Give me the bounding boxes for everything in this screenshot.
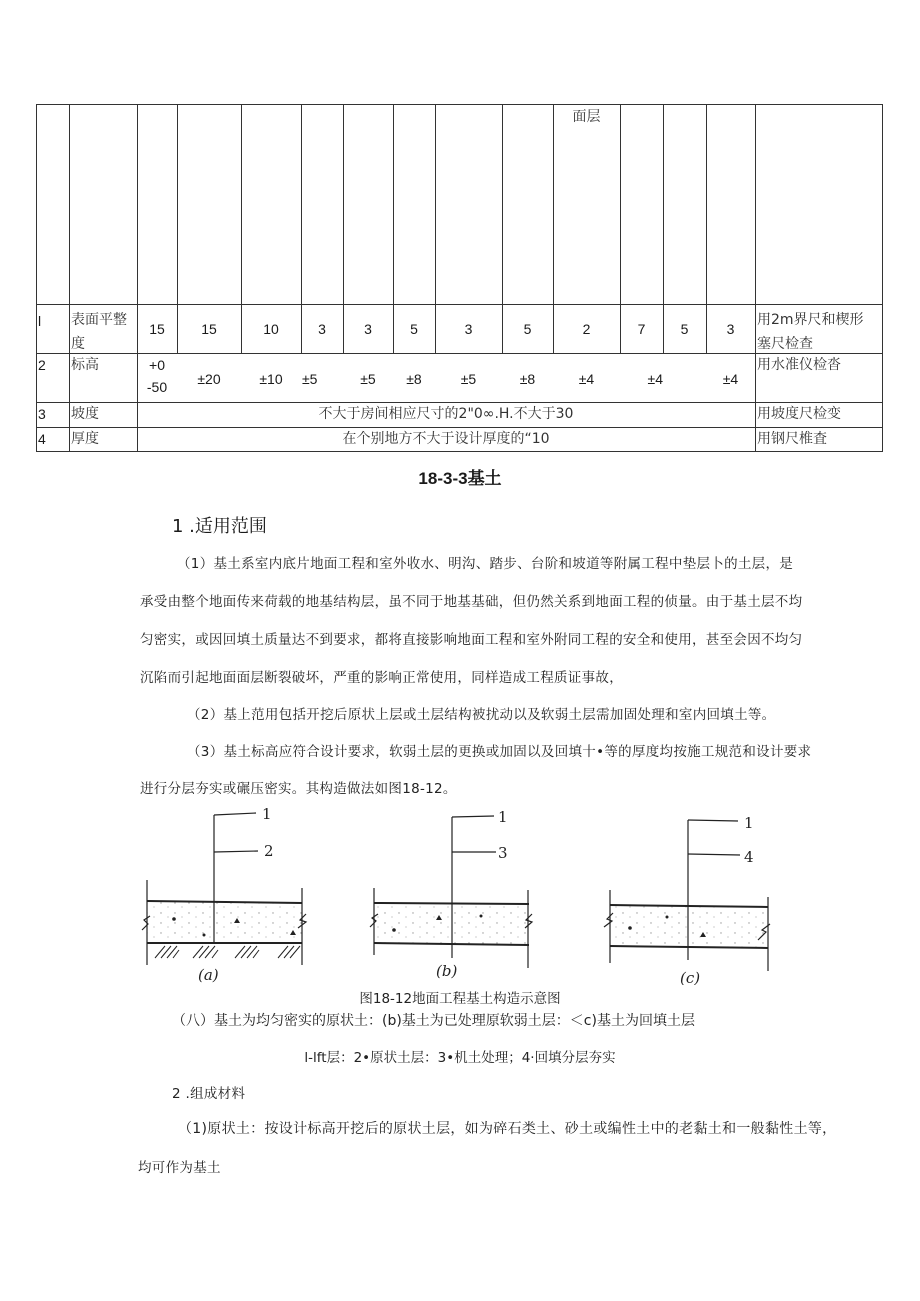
row-method: 用水准仪检沓 (757, 357, 841, 373)
foundation-soil-figure (130, 800, 790, 985)
paragraph-line: （2）基上范用包括开挖后原状上层或土层结构被扰动以及软弱土层需加固处理和室内回填土等。 (187, 707, 776, 723)
row-index: 4 (38, 431, 46, 447)
panel-label: (a) (198, 966, 219, 984)
table-cell: ±5 (302, 371, 318, 387)
merged-value-cell: 不大于房间相应尺寸的2"0∞.H.不大于30 (318, 406, 574, 422)
callout-label: 4 (744, 848, 754, 866)
table-gridline (755, 104, 756, 452)
table-cell: 2 (582, 321, 591, 337)
table-cell: ±8 (406, 371, 422, 387)
table-cell-line: -50 (146, 379, 168, 395)
table-cell: ±4 (578, 371, 595, 387)
merged-value-cell: 在个别地方不大于设计厚度的“10 (342, 431, 550, 447)
row-method-line: 用2m界尺和楔形 (757, 312, 864, 328)
row-item-line: 度 (71, 336, 85, 352)
figure-panel-a (142, 813, 306, 965)
table-cell: ±20 (197, 371, 221, 387)
table-cell: 10 (263, 321, 279, 337)
figure-caption-subtitle: （八）基土为均匀密实的原状土：(b)基土为已处理原软弱土层：＜c)基土为回填土层 (172, 1013, 695, 1029)
table-cell: 7 (637, 321, 646, 337)
callout-label: 2 (264, 842, 274, 860)
table-gridline (177, 104, 178, 353)
table-gridline (241, 104, 242, 353)
row-item: 厚度 (71, 431, 99, 447)
table-gridline (343, 104, 344, 353)
tolerance-table (36, 104, 883, 452)
table-cell-split (137, 354, 177, 398)
panel-label: (b) (436, 962, 458, 980)
table-gridline (663, 104, 664, 353)
table-gridline (137, 104, 138, 452)
table-gridline (553, 104, 554, 353)
callout-label: 1 (498, 808, 508, 826)
table-gridline (69, 104, 70, 452)
table-cell: ±4 (722, 371, 739, 387)
row-item: 坡度 (71, 406, 99, 422)
row-item-line: 表面平整 (71, 312, 127, 328)
table-gridline (393, 104, 394, 353)
paragraph-line: （1）基土系室内底片地面工程和室外收水、明沟、踏步、台阶和坡道等附属工程中垫层卜的土层，是 (177, 556, 794, 572)
paragraph-line: （1)原状土：按设计标高开挖后的原状土层，如为碎石类土、砂土或编性土中的老黏土和一般黏性土等， (178, 1121, 837, 1137)
table-cell: 3 (318, 321, 326, 337)
table-cell: 5 (523, 321, 532, 337)
row-index: 3 (38, 406, 46, 422)
paragraph-line: 匀密实，或因回填土质量达不到要求，都将直接影响地面工程和室外附同工程的安全和使用，甚至会因不均匀 (140, 632, 803, 648)
subsection-title: 2 .组成材料 (172, 1086, 246, 1102)
paragraph-line: 沉陷而引起地面面层断裂破坏，严重的影响正常使用，同样造成工程质证事故， (140, 670, 623, 686)
row-method (757, 308, 882, 356)
row-index: l (38, 313, 42, 329)
row-item: 标高 (71, 357, 99, 373)
paragraph-line: 承受由整个地面传来荷载的地基结构层，虽不同于地基基础，但仍然关系到地面工程的侦量。由于基土层不均 (140, 594, 803, 610)
table-gridline (36, 304, 883, 305)
row-index: 2 (38, 357, 46, 373)
table-border (36, 451, 883, 452)
header-cell-surface-layer: 面层 (572, 109, 601, 125)
paragraph-line: 进行分层夯实或碾压密实。其构造做法如图18-12。 (140, 781, 457, 797)
paragraph-line: 均可作为基土 (138, 1160, 221, 1176)
table-gridline (706, 104, 707, 353)
table-cell: 15 (149, 321, 165, 337)
table-cell: ±5 (360, 371, 376, 387)
figure-caption: 图18-12地面工程基土构造示意图 (359, 991, 561, 1007)
figure-panel-b (370, 816, 532, 968)
table-cell: 3 (464, 321, 473, 337)
paragraph-line: （3）基土标高应符合设计要求，软弱土层的更换或加固以及回填十•等的厚度均按施工规范和设计要求 (187, 744, 812, 760)
table-cell: 3 (364, 321, 372, 337)
table-border (882, 104, 883, 452)
callout-label: 3 (498, 844, 508, 862)
table-gridline (502, 104, 503, 353)
table-gridline (301, 104, 302, 353)
row-method: 用坡度尺检变 (757, 406, 841, 422)
row-method-line: 塞尺检查 (757, 336, 813, 352)
table-border (36, 104, 37, 452)
table-cell-line: +0 (149, 357, 165, 373)
figure-panel-c (604, 820, 770, 971)
callout-label: 1 (262, 805, 272, 823)
table-cell: ±4 (647, 371, 663, 387)
table-cell: 15 (201, 321, 217, 337)
table-gridline (435, 104, 436, 353)
figure-legend: l-lft层：2•原状土层：3•机土处理；4·回填分层夯实 (304, 1050, 616, 1066)
table-cell: 5 (410, 321, 418, 337)
panel-label: (c) (680, 969, 701, 985)
table-gridline (620, 104, 621, 353)
table-cell: ±8 (519, 371, 536, 387)
callout-label: 1 (744, 814, 754, 832)
table-cell: ±5 (460, 371, 477, 387)
subsection-title: 1 .适用范围 (172, 516, 267, 537)
section-title: 18-3-3基土 (418, 469, 502, 488)
row-method: 用钢尺椎査 (757, 431, 827, 447)
table-cell: 5 (680, 321, 689, 337)
table-border (36, 104, 883, 105)
table-cell: ±10 (259, 371, 283, 387)
row-item (71, 308, 137, 356)
table-cell: 3 (726, 321, 735, 337)
